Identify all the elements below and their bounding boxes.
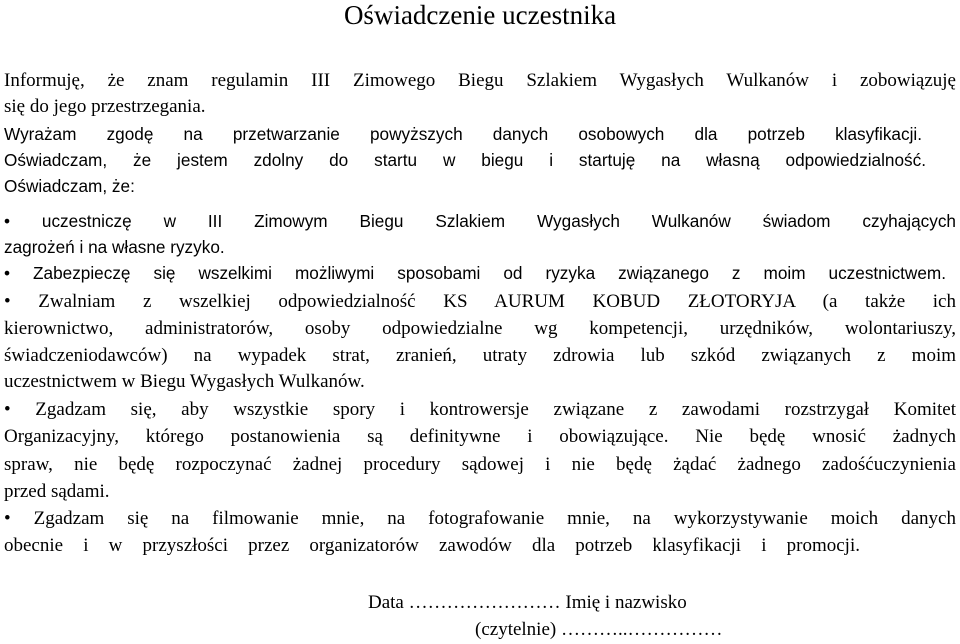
text-line: zagrożeń i na własne ryzyko. [4,237,225,257]
text-line: • Zabezpieczę się wszelkimi możliwymi sposobami od ryzyka związanego z moim uczestnictwem. [4,263,946,283]
text-line: się do jego przestrzegania. [4,96,206,117]
signature-date-line: Data …………………… Imię i nazwisko [368,592,687,613]
text-line: Informuję, że znam regulamin III Zimowego Biegu Szlakiem Wygasłych Wulkanów i zobowiązuję [4,70,956,91]
signature-name-line: (czytelnie) ………..…………… [475,619,723,640]
text-line: spraw, nie będę rozpoczynać żadnej procedury sądowej i nie będę żądać żadnego zadośćuczynienia [4,454,956,475]
text-line: przed sądami. [4,481,110,502]
text-line: Organizacyjny, którego postanowienia są definitywne i obowiązujące. Nie będę wnosić żadnych [4,426,956,447]
text-line: • Zgadzam się, aby wszystkie spory i kontrowersje związane z zawodami rozstrzygał Komitet [4,399,956,420]
text-line: obecnie i w przyszłości przez organizatorów zawodów dla potrzeb klasyfikacji i promocji. [4,535,860,556]
text-line: uczestnictwem w Biegu Wygasłych Wulkanów. [4,371,365,392]
text-line: Oświadczam, że: [4,176,135,196]
document-title: Oświadczenie uczestnika [343,0,617,30]
text-line: świadczeniodawców) na wypadek strat, zranień, utraty zdrowia lub szkód związanych z moim [4,345,956,366]
text-line: • uczestniczę w III Zimowym Biegu Szlakiem Wygasłych Wulkanów świadom czyhających [4,211,956,231]
text-line: • Zgadzam się na filmowanie mnie, na fotografowanie mnie, na wykorzystywanie moich danych [4,508,956,529]
text-line: Wyrażam zgodę na przetwarzanie powyższych danych osobowych dla potrzeb klasyfikacji. [4,124,922,144]
text-line: Oświadczam, że jestem zdolny do startu w biegu i startuję na własną odpowiedzialność. [4,150,926,170]
text-line: kierownictwo, administratorów, osoby odpowiedzialne wg kompetencji, urzędników, wolontariuszy, [4,318,956,339]
text-line: • Zwalniam z wszelkiej odpowiedzialność KS AURUM KOBUD ZŁOTORYJA (a także ich [4,291,956,312]
